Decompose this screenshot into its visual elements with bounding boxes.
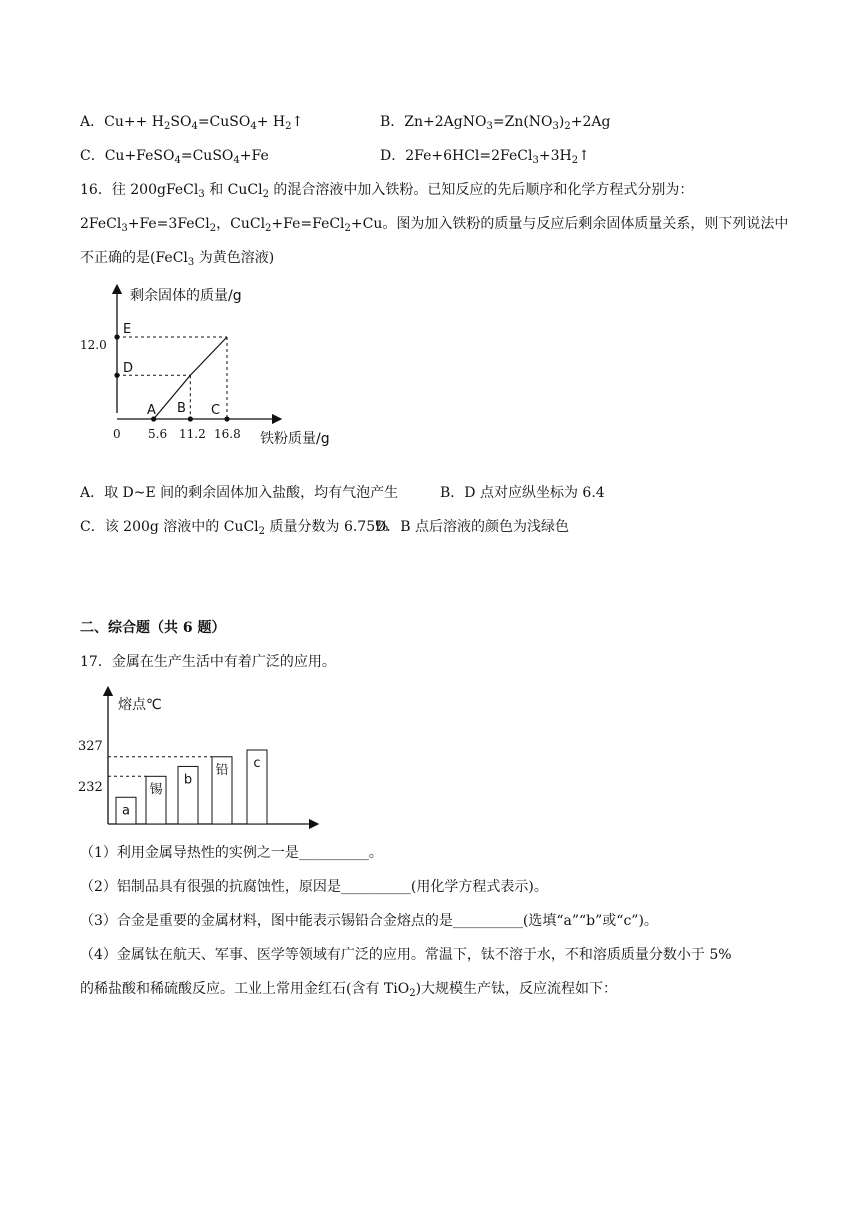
q16-stem-line1: 16．往 200gFeCl$_3$ 和 CuCl$_2$ 的混合溶液中加入铁粉。已知反应的先后顺序和化学方程式分别为： [80,182,694,200]
q17-part4-line1: （4）金属钛在航天、军事、医学等领域有广泛的应用。常温下，钛不溶于水，不和溶质质量分数小于 5% [80,947,732,963]
q16-label-A: A [147,403,156,418]
q17-ytick-232: 232 [78,780,103,795]
q16-xtick-11.2: 11.2 [179,427,206,441]
q16-option-c: C．该 200g 溶液中的 CuCl$_2$ 质量分数为 6.75% [80,519,389,537]
section-title: 二、综合题（共 6 题） [80,620,226,636]
q17-ytick-327: 327 [78,739,103,754]
q16-xtick-16.8: 16.8 [214,427,241,441]
q16-point-E [114,334,119,339]
q16-label-B: B [177,401,186,416]
q17-part2: （2）铝制品具有很强的抗腐蚀性，原因是__________(用化学方程式表示)。 [80,879,548,895]
q16-label-C: C [211,403,221,418]
q17-stem: 17．金属在生产生活中有着广泛的应用。 [80,654,336,670]
q15-option-a: A．$Cu++ H_2SO_4=CuSO_4+$ $H_2↑$ [80,114,304,132]
q16-x-point-2 [224,416,229,421]
q16-line-chart [72,283,362,453]
q17-bar-label-2: b [183,772,193,788]
q17-bar-chart [72,685,332,830]
q17-ylabel: 熔点℃ [118,697,162,713]
q17-bar-label-1: 锡 [149,782,163,798]
q16-point-D [114,373,119,378]
q16-option-b: B．D 点对应纵坐标为 6.4 [440,485,605,501]
q17-bar-label-4: c [253,756,261,771]
q16-stem-line3: 不正确的是(FeCl$_3$ 为黄色溶液) [80,250,275,268]
q16-xtick-0: 0 [113,427,121,441]
q16-xlabel: 铁粉质量/g [260,431,330,447]
q16-ytick-12: 12.0 [80,338,107,352]
q16-xtick-5.6: 5.6 [148,427,168,441]
q16-x-point-1 [188,416,193,421]
q15-option-d: D．$2Fe+6HCl=2FeCl_3+3H_2↑$ [380,148,590,166]
q15-option-c: C．Cu+FeSO$_4$=CuSO$_4$+Fe [80,148,269,166]
q16-option-d: D．B 点后溶液的颜色为浅绿色 [375,519,569,535]
q16-stem-line2: 2FeCl$_3$+Fe=3FeCl$_2$，CuCl$_2$+Fe=FeCl$_2$+Cu。图为加入铁粉的质量与反应后剩余固体质量关系，则下列说法中 [80,216,789,234]
q17-part1: （1）利用金属导热性的实例之一是__________。 [80,845,383,861]
q16-ylabel: 剩余固体的质量/g [130,288,242,304]
q17-bar-label-3: 铅 [215,762,229,778]
q16-label-D: D [123,361,134,376]
q16-option-a: A．取 D~E 间的剩余固体加入盐酸，均有气泡产生 [80,485,399,501]
q17-part4-line2: 的稀盐酸和稀硫酸反应。工业上常用金红石(含有 TiO$_2$)大规模生产钛，反应流程如下： [80,981,618,999]
q17-bar-label-0: a [122,803,130,819]
q15-option-b: B．$Zn+2AgNO_3=Zn(NO_3)_2+2Ag$ [380,114,611,132]
q16-label-E: E [123,322,132,337]
q17-part3: （3）合金是重要的金属材料，图中能表示锡铅合金熔点的是__________(选填“a”“b”或“c”)。 [80,913,658,929]
